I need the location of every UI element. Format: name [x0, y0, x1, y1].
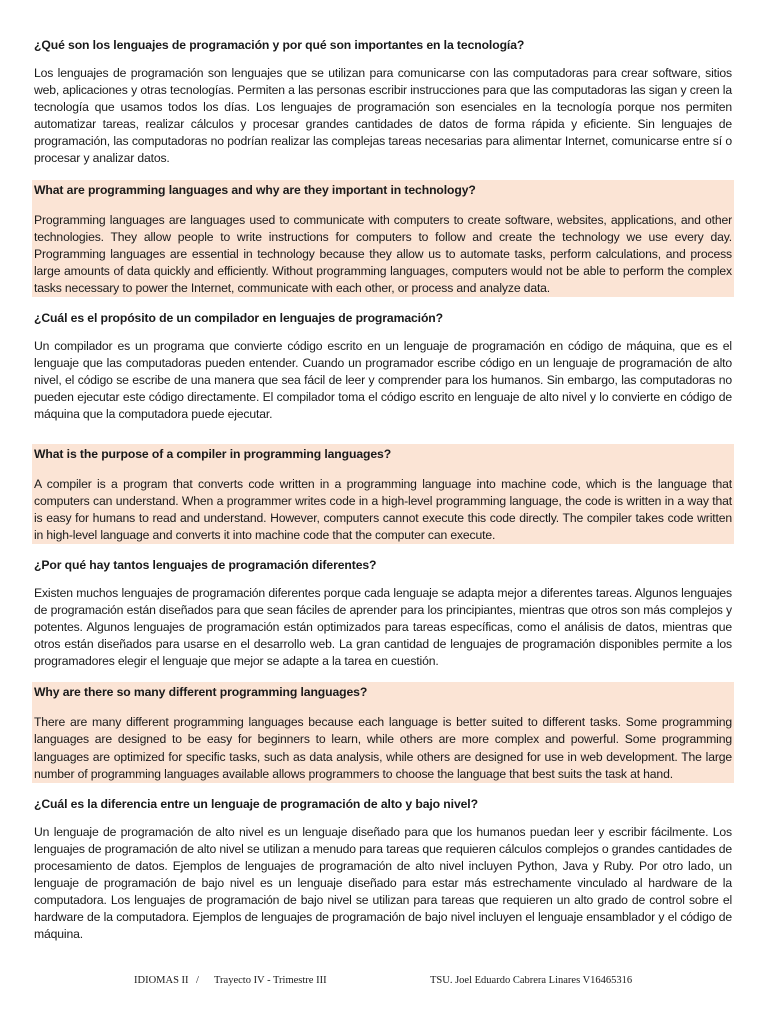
highlight-gap	[32, 202, 734, 212]
section-2-question: What are programming languages and why are they important in technology?	[32, 180, 734, 202]
section-2	[34, 180, 732, 297]
section-5	[34, 556, 732, 670]
section-2-answer: Programming languages are languages used to communicate with computers to create software, websites, applications, and other technologies. They allow people to write instructions for computers to follow and create the technology we use every day. Programming languages are essential in technology because they allow us to automate tasks, perform calculations, and process large amounts of data quickly and efficiently. Without programming languages, computers would not be able to perform the complex tasks necessary to power the Internet, communicate with each other, or process and analyze data.	[32, 212, 734, 297]
footer-course: IDIOMAS II	[134, 975, 189, 986]
highlight-gap	[32, 466, 734, 476]
footer-separator: /	[196, 975, 199, 986]
section-5-answer: Existen muchos lenguajes de programación diferentes porque cada lenguaje se adapta mejor a diferentes tareas. Algunos lenguajes de programación están diseñados para que sean fáciles de aprender para los principiantes, mientras que otros son más complejos y potentes. Algunos lenguajes de programación están optimizados para tareas específicas, como el análisis de datos, mientras que otros están diseñados para usarse en el desarrollo web. La gran cantidad de lenguajes de programación disponibles permite a los programadores elegir el lenguaje que mejor se adapte a la tarea en cuestión.	[34, 585, 732, 669]
footer-term: Trayecto IV - Trimestre III	[214, 975, 327, 986]
section-5-question: ¿Por qué hay tantos lenguajes de programación diferentes?	[34, 557, 377, 572]
highlight-gap	[32, 704, 734, 714]
section-1-answer: Los lenguajes de programación son lenguajes que se utilizan para comunicarse con las computadoras para crear software, sitios web, aplicaciones y otras tecnologías. Permiten a las personas escribir instrucciones para que las computadoras las sigan y creen la tecnología que usamos todos los días. Los lenguajes de programación son esenciales en la tecnología porque nos permiten automatizar tareas, realizar cálculos y procesar grandes cantidades de datos de forma rápida y eficiente. Sin lenguajes de programación, las computadoras no podrían realizar las complejas tareas necesarias para alimentar Internet, comunicarse entre sí o procesar y analizar datos.	[34, 66, 732, 166]
section-3-answer: Un compilador es un programa que convierte código escrito en un lenguaje de programación en código de máquina, que es el lenguaje que las computadoras pueden entender. Cuando un programador escribe código en un lenguaje de programación de alto nivel, el código se escribe de una manera que sea fácil de leer y comprender para los humanos. Sin embargo, las computadoras no pueden ejecutar este código directamente. El compilador toma el código escrito en lenguaje de alto nivel y lo convierte en código de máquina que la computadora puede ejecutar.	[34, 339, 732, 422]
page-footer	[134, 975, 654, 986]
section-7-question: ¿Cuál es la diferencia entre un lenguaje de programación de alto y bajo nivel?	[34, 796, 478, 811]
section-7-answer: Un lenguaje de programación de alto nivel es un lenguaje diseñado para que los humanos puedan leer y escribir fácilmente. Los lenguajes de programación de alto nivel se utilizan a menudo para tareas que requieren cálculos complejos o grandes cantidades de procesamiento de datos. Ejemplos de lenguajes de programación de alto nivel incluyen Python, Java y Ruby. Por otro lado, un lenguaje de programación de bajo nivel es un lenguaje diseñado para estar más estrechamente vinculado al hardware de la computadora. Los lenguajes de programación de bajo nivel se utilizan para tareas que requieren un alto grado de control sobre el hardware de la computadora. Ejemplos de lenguajes de programación de bajo nivel incluyen el lenguaje ensamblador y el código de máquina.	[34, 824, 732, 942]
section-1-question: ¿Qué son los lenguajes de programación y por qué son importantes en la tecnología?	[34, 38, 525, 52]
footer-author: TSU. Joel Eduardo Cabrera Linares V16465316	[430, 975, 633, 986]
section-6	[34, 682, 732, 782]
section-3-question: ¿Cuál es el propósito de un compilador en lenguajes de programación?	[34, 311, 443, 326]
section-4-answer: A compiler is a program that converts code written in a programming language into machine code, which is the language that computers can understand. When a programmer writes code in a high-level programming language, the code is written in a way that is easy for humans to read and understand. However, computers cannot execute this code directly. The compiler takes code written in high-level language and converts it into machine code that the computer can execute.	[32, 476, 734, 544]
section-7	[34, 795, 732, 944]
section-4-question: What is the purpose of a compiler in programming languages?	[32, 444, 734, 466]
section-4	[34, 444, 732, 544]
section-3	[34, 309, 732, 423]
section-1	[34, 36, 732, 168]
document-page	[34, 36, 732, 943]
section-6-answer: There are many different programming languages because each language is better suited to different tasks. Some programming languages are designed to be easy for beginners to learn, while others are more complex and powerful. Some programming languages are optimized for specific tasks, such as data analysis, while others are designed for use in web development. The large number of programming languages available allows programmers to choose the language that best suits the task at hand.	[32, 714, 734, 782]
section-6-question: Why are there so many different programming languages?	[32, 682, 734, 704]
